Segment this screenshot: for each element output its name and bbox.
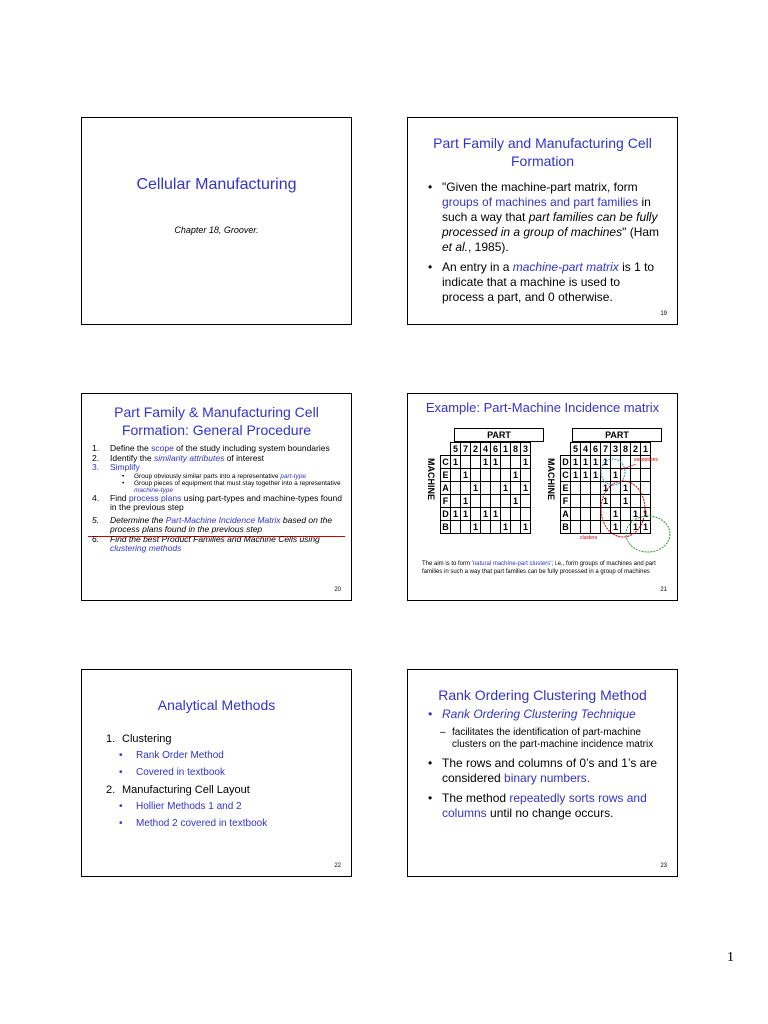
column-header: 6 <box>591 443 601 456</box>
step-3: 3. Simplify <box>92 462 140 472</box>
slide-incidence-matrix-example <box>407 393 678 601</box>
matrix-cell: 1 <box>481 508 491 521</box>
matrix-cell: 1 <box>571 456 581 469</box>
slide-title: Rank Ordering Clustering Method <box>438 687 647 703</box>
matrix-cell: 1 <box>491 456 501 469</box>
column-header: 7 <box>601 443 611 456</box>
bullet-technique: • Rank Ordering Clustering Technique <box>428 707 636 721</box>
cluster-circle-green <box>626 516 670 552</box>
matrix-cell: 1 <box>461 469 471 482</box>
machine-label-right: MACHINE <box>546 458 556 500</box>
matrix-cell: 1 <box>621 482 631 495</box>
part-header-right: PART <box>572 428 662 442</box>
matrix-cell: 1 <box>481 456 491 469</box>
slide-number: 22 <box>334 863 341 869</box>
sub-bullet: – facilitates the identification of part-machine clusters on the part-machine incidence matrix <box>440 727 654 750</box>
column-header: 8 <box>511 443 521 456</box>
bullet-sorting: • The method repeatedly sorts rows and columns until no change occurs. <box>428 791 647 820</box>
column-header: 1 <box>501 443 511 456</box>
column-header: 8 <box>621 443 631 456</box>
matrix-cell: 1 <box>461 508 471 521</box>
row-header: B <box>442 522 449 532</box>
sub-item: • Hollier Methods 1 and 2 <box>119 801 242 812</box>
column-header: 4 <box>581 443 591 456</box>
matrix-cell: 1 <box>581 469 591 482</box>
matrix-cell: 1 <box>631 508 641 521</box>
matrix-cell: 1 <box>451 456 461 469</box>
matrix-cell: 1 <box>521 482 531 495</box>
item-cell-layout: 2. Manufacturing Cell Layout <box>106 784 250 796</box>
bullet-definition: • "Given the machine-part matrix, form groups of machines and part families in such a way that part families can be fully processed in a group of machines" (Ham et al., 1985). <box>428 180 665 255</box>
slide-rank-ordering <box>407 669 678 877</box>
slide-number: 21 <box>660 587 667 593</box>
cluster-circle-red <box>601 481 645 537</box>
row-header: D <box>442 509 449 519</box>
matrix-cell: 1 <box>611 508 621 521</box>
clusters-label: clusters <box>580 535 598 541</box>
matrix-cell: 1 <box>611 469 621 482</box>
column-header: 1 <box>641 443 651 456</box>
step-4: 4. Find process plans using part-types and machine-types found in the previous step <box>92 492 343 512</box>
matrix-cell: 1 <box>641 508 651 521</box>
column-header: 7 <box>461 443 471 456</box>
page-number: 1 <box>727 950 734 965</box>
matrix-cell: 1 <box>621 495 631 508</box>
slide-cellular-manufacturing <box>81 117 352 325</box>
row-header: F <box>441 495 451 508</box>
step-3-sub-1: • Group obviously similar parts into a representative part-type <box>122 472 306 480</box>
matrix-cell: 1 <box>511 495 521 508</box>
bullet-matrix-entry: • An entry in a machine-part matrix is 1 to indicate that a machine is used to process a part, and 0 otherwise. <box>428 260 665 305</box>
exceptions-label: exceptions <box>634 457 658 463</box>
matrix-cell: 1 <box>501 482 511 495</box>
column-header: 5 <box>451 443 461 456</box>
column-header: 5 <box>571 443 581 456</box>
bullet-list <box>428 707 667 826</box>
matrix-cell: 1 <box>471 521 481 534</box>
row-header: E <box>442 470 449 480</box>
matrix-cell: 1 <box>451 508 461 521</box>
matrix-cell: 1 <box>471 482 481 495</box>
matrix-cell: 1 <box>591 469 601 482</box>
row-header: B <box>562 522 569 532</box>
part-header-left: PART <box>454 428 544 442</box>
row-header: A <box>562 509 569 519</box>
bullet-binary: • The rows and columns of 0’s and 1’s are considered binary numbers. <box>428 756 658 785</box>
slide-general-procedure <box>81 393 352 601</box>
matrix-cell: 1 <box>601 456 611 469</box>
item-clustering: 1. Clustering <box>106 733 172 745</box>
matrix-cell: 1 <box>601 482 611 495</box>
matrix-cell: 1 <box>521 456 531 469</box>
matrix-cell: 1 <box>511 469 521 482</box>
column-header: 2 <box>631 443 641 456</box>
step-5: 5. Determine the Part-Machine Incidence Matrix based on the process plans found in the previous step <box>92 514 333 534</box>
machine-label-left: MACHINE <box>426 458 436 500</box>
row-header: F <box>561 495 571 508</box>
matrix-cell: 1 <box>601 495 611 508</box>
procedure-list <box>92 444 343 554</box>
slide-analytical-methods <box>81 669 352 877</box>
row-header: E <box>562 483 569 493</box>
slide-title: Example: Part-Machine Incidence matrix <box>425 400 660 415</box>
exception-circle <box>601 459 625 485</box>
matrix-cell: 1 <box>641 521 651 534</box>
column-header: 6 <box>491 443 501 456</box>
slide-title: Part Family & Manufacturing Cell Formation: General Procedure <box>114 404 319 438</box>
step-6: 6. Find the best Product Families and Machine Cells using clustering methods <box>92 533 320 553</box>
matrix-cell: 1 <box>631 521 641 534</box>
row-header: C <box>442 457 449 467</box>
column-header: 3 <box>611 443 621 456</box>
slide-title: Cellular Manufacturing <box>136 176 297 193</box>
slide-number: 23 <box>660 863 667 869</box>
annotation-line <box>620 464 636 470</box>
slide-number: 20 <box>334 587 341 593</box>
matrix-cell: 1 <box>501 521 511 534</box>
matrix-cell: 1 <box>491 508 501 521</box>
matrix-cell: 1 <box>591 456 601 469</box>
bullet-list <box>428 180 665 310</box>
sub-item: • Method 2 covered in textbook <box>119 818 268 829</box>
row-header: A <box>442 483 449 493</box>
row-header: C <box>562 470 569 480</box>
matrix-cell: 1 <box>581 456 591 469</box>
slide-part-family-cell-formation <box>407 117 678 325</box>
row-header: D <box>562 457 569 467</box>
caption: The aim is to form 'natural machine-part clusters'; i.e., form groups of machines and part families in such a way that part families can be fully processed in a group of machines <box>422 561 656 575</box>
matrix-cell: 1 <box>611 521 621 534</box>
matrix-cell: 1 <box>571 469 581 482</box>
sub-item: • Rank Order Method <box>119 750 224 761</box>
step-2: 2. Identify the similarity attributes of interest <box>92 452 265 463</box>
sub-item: • Covered in textbook <box>119 767 225 778</box>
step-1: 1. Define the scope of the study including system boundaries <box>92 443 330 453</box>
column-header: 2 <box>471 443 481 456</box>
column-header: 3 <box>521 443 531 456</box>
step-3-sub-2: • Group pieces of equipment that must stay together into a representative machine-type <box>122 479 341 494</box>
matrix-cell: 1 <box>521 521 531 534</box>
methods-list <box>106 732 343 834</box>
slide-number: 19 <box>660 311 667 317</box>
slide-title: Analytical Methods <box>157 697 276 713</box>
column-header: 4 <box>481 443 491 456</box>
matrix-cell: 1 <box>461 495 471 508</box>
slide-title: Part Family and Manufacturing Cell Formation <box>433 135 652 169</box>
slide-subtitle: Chapter 18, Groover. <box>174 225 259 235</box>
